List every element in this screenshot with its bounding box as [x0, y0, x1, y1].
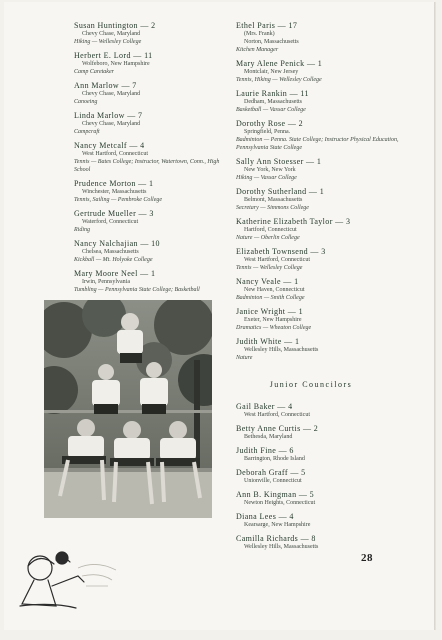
person-location: Chevy Chase, Maryland — [82, 91, 141, 97]
person-activity: Basketball — Vassar College — [236, 107, 306, 113]
person-location-extra: Norton, Massachusetts — [244, 39, 299, 45]
person-location: Springfield, Penna. — [244, 129, 291, 135]
person-location: West Hartford, Connecticut — [244, 412, 310, 418]
person-name: Dorothy Sutherland — 1 — [236, 187, 325, 196]
person-name: Ethel Paris — 17 — [236, 21, 298, 30]
person-activity: Kitchen Manager — [236, 47, 279, 53]
person-location: Chelsea, Massachusetts — [82, 249, 139, 255]
list-item — [236, 403, 406, 419]
person-location: New York, New York — [244, 167, 296, 173]
person-activity: Dramatics — Wheaton College — [236, 325, 312, 331]
person-activity: Tennis, Hiking — Wellesley College — [236, 77, 322, 83]
person-location: West Hartford, Connecticut — [82, 151, 148, 157]
person-activity: Badminton — Smith College — [236, 295, 305, 301]
person-location: New Haven, Connecticut — [244, 287, 305, 293]
person-name: Judith White — 1 — [236, 337, 300, 346]
group-pyramid-photo — [44, 300, 212, 518]
list-item — [236, 188, 406, 212]
person-location: Wellesley Hills, Massachusetts — [244, 347, 319, 353]
junior-councilors-heading: Junior Councilors — [269, 380, 353, 389]
person-location: Exeter, New Hampshire — [244, 317, 302, 323]
person-name: Ann Marlow — 7 — [74, 81, 137, 90]
person-activity: Tennis — Wellesley College — [236, 265, 303, 271]
list-item — [236, 491, 406, 507]
person-location: Wolfeboro, New Hampshire — [82, 61, 150, 67]
list-item — [236, 120, 406, 152]
person-name: Dorothy Rose — 2 — [236, 119, 304, 128]
list-item — [236, 22, 406, 54]
person-name: Linda Marlow — 7 — [74, 111, 143, 120]
list-item — [236, 308, 406, 332]
person-name: Katherine Elizabeth Taylor — 3 — [236, 217, 351, 226]
person-location: Chevy Chase, Maryland — [82, 31, 141, 37]
list-item — [74, 112, 240, 136]
person-name: Janice Wright — 1 — [236, 307, 303, 316]
person-name: Susan Huntington — 2 — [74, 21, 156, 30]
person-name: Sally Ann Stoesser — 1 — [236, 157, 322, 166]
person-name: Gail Baker — 4 — [236, 402, 293, 411]
person-name: Laurie Rankin — 11 — [236, 89, 309, 98]
list-item — [74, 270, 240, 294]
list-item — [236, 278, 406, 302]
list-item — [236, 158, 406, 182]
person-location: Waterford, Connecticut — [82, 219, 139, 225]
list-item — [236, 218, 406, 242]
person-name: Prudence Morton — 1 — [74, 179, 154, 188]
list-item — [74, 240, 240, 264]
person-activity: Canoeing — [74, 99, 98, 105]
list-item — [74, 180, 240, 204]
list-item — [74, 142, 240, 174]
person-activity: Tumbling — Pennsylvania State College; Basketball — [74, 287, 200, 293]
list-item — [236, 425, 406, 441]
person-location: Wellesley Hills, Massachusetts — [244, 544, 319, 550]
list-item — [236, 535, 406, 551]
list-item — [74, 52, 240, 76]
list-item — [236, 469, 406, 485]
person-location: Barrington, Rhode Island — [244, 456, 305, 462]
person-name: Herbert E. Lord — 11 — [74, 51, 153, 60]
person-location: (Mrs. Frank) — [244, 31, 275, 37]
person-location: West Hartford, Connecticut — [244, 257, 310, 263]
person-location: Winchester, Massachusetts — [82, 189, 147, 195]
person-activity: Nature — [236, 355, 253, 361]
person-activity: Nature — Oberlin College — [236, 235, 300, 241]
person-activity: Campcraft — [74, 129, 100, 135]
person-name: Ann B. Kingman — 5 — [236, 490, 315, 499]
list-item — [74, 82, 240, 106]
page-number: 28 — [361, 552, 373, 564]
decorative-sketch — [12, 546, 122, 612]
person-location: Unionville, Connecticut — [244, 478, 302, 484]
list-item — [236, 60, 406, 84]
person-name: Mary Moore Neel — 1 — [74, 269, 156, 278]
person-name: Gertrude Mueller — 3 — [74, 209, 154, 218]
person-location: Belmont, Massachusetts — [244, 197, 303, 203]
person-activity: Badminton — Penna. State College; Instructor Physical Education, Pennsylvania State College — [236, 137, 399, 151]
list-item — [236, 338, 406, 362]
list-item — [74, 210, 240, 234]
staff-list-left — [74, 22, 240, 300]
person-name: Nancy Veale — 1 — [236, 277, 299, 286]
list-item — [236, 90, 406, 114]
list-item — [236, 513, 406, 529]
person-location: Chevy Chase, Maryland — [82, 121, 141, 127]
person-activity: Tennis — Bates College; Instructor, Watertown, Conn., High School — [74, 159, 220, 173]
person-activity: Camp Caretaker — [74, 69, 114, 75]
person-location: Dedham, Massachusetts — [244, 99, 302, 105]
staff-list-right — [236, 22, 406, 557]
person-location: Irwin, Pennsylvania — [82, 279, 130, 285]
person-name: Camilla Richards — 8 — [236, 534, 316, 543]
person-name: Nancy Nalchajian — 10 — [74, 239, 160, 248]
person-name: Betty Anne Curtis — 2 — [236, 424, 319, 433]
person-name: Nancy Metcalf — 4 — [74, 141, 145, 150]
person-location: Kearsarge, New Hampshire — [244, 522, 311, 528]
person-location: Montclair, New Jersey — [244, 69, 299, 75]
photo-image — [44, 300, 212, 518]
person-location: Newton Heights, Connecticut — [244, 500, 316, 506]
person-activity: Hiking — Wellesley College — [74, 39, 142, 45]
person-name: Deborah Graff — 5 — [236, 468, 306, 477]
person-name: Mary Alene Penick — 1 — [236, 59, 323, 68]
person-location: Hartford, Connecticut — [244, 227, 297, 233]
person-location: Bethesda, Maryland — [244, 434, 293, 440]
person-name: Diana Lees — 4 — [236, 512, 294, 521]
sketch-drawing — [12, 546, 122, 612]
person-activity: Riding — [74, 227, 90, 233]
person-name: Elizabeth Townsend — 3 — [236, 247, 326, 256]
list-item — [236, 447, 406, 463]
person-activity: Hiking — Vassar College — [236, 175, 297, 181]
person-name: Judith Fine — 6 — [236, 446, 294, 455]
list-item — [236, 248, 406, 272]
list-item — [74, 22, 240, 46]
person-activity: Kickball — Mt. Holyoke College — [74, 257, 153, 263]
yearbook-page — [4, 2, 435, 630]
person-activity: Tennis, Sailing — Pembroke College — [74, 197, 163, 203]
person-activity: Secretary — Simmons College — [236, 205, 309, 211]
